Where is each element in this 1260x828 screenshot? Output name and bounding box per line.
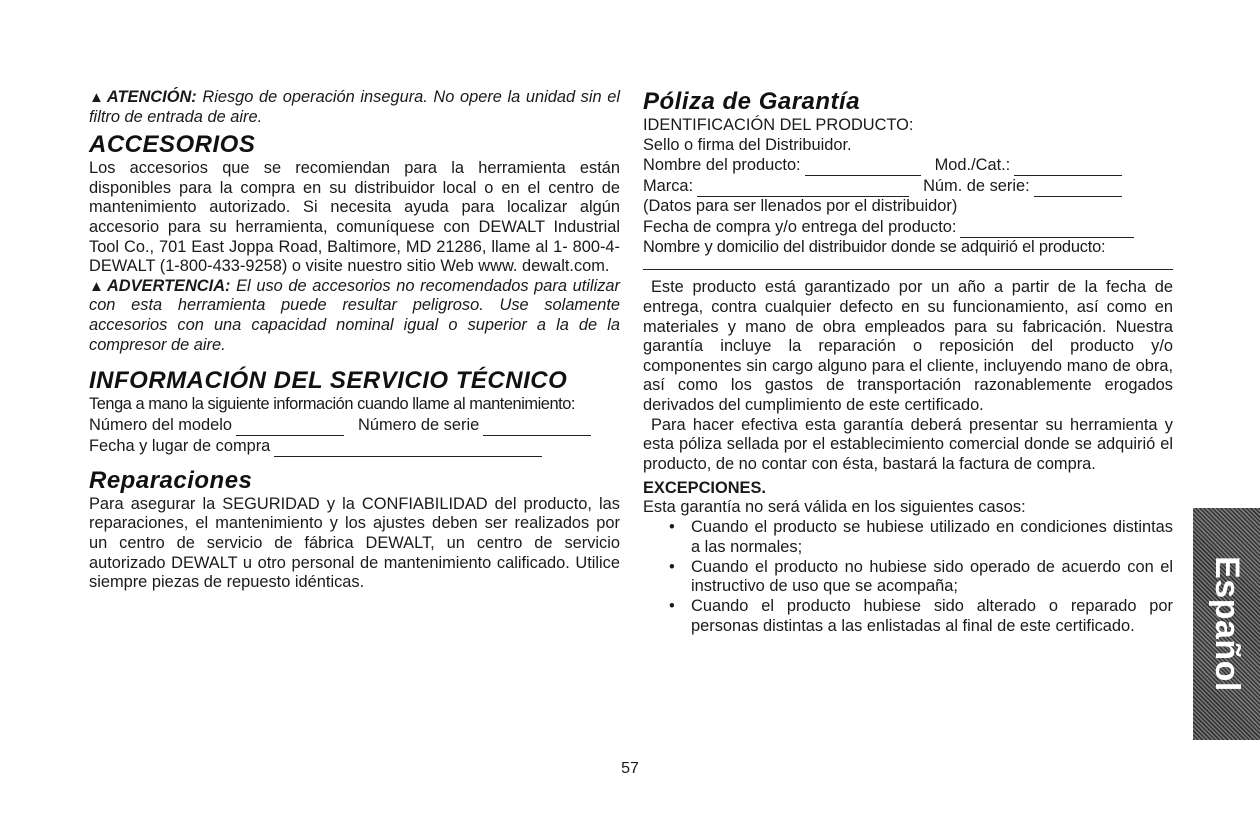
domicilio-text: Nombre y domicilio del distribuidor donde se adquirió el producto: <box>643 237 1106 256</box>
marca-serie-row <box>643 176 1173 197</box>
mod-cat-blank[interactable] <box>1014 160 1122 176</box>
marca-label: Marca: <box>643 177 694 196</box>
info-servicio-heading: INFORMACIÓN DEL SERVICIO TÉCNICO <box>89 367 568 395</box>
marca-blank[interactable] <box>697 181 909 197</box>
sello-text: Sello o firma del Distribuidor. <box>643 135 852 154</box>
reparaciones-text: Para asegurar la SEGURIDAD y la CONFIABILIDAD del producto, las reparaciones, el mantenimiento y los ajustes deben ser realizados por un centro de servicio de fábrica DEWALT, un centro de servicio autorizado DEWALT u otro personal de mantenimiento calificado. Utilice siempre piezas de repuesto idénticas. <box>89 494 620 592</box>
nombre-producto-label: Nombre del producto: <box>643 156 801 175</box>
poliza-heading: Póliza de Garantía <box>643 88 861 115</box>
list-item: • Cuando el producto hubiese sido alterado o reparado por personas distintas a las enlistadas al final de este certificado. <box>691 597 1173 637</box>
info-servicio-text: Tenga a mano la siguiente información cuando llame al mantenimiento: <box>89 395 576 414</box>
domicilio-blank-line[interactable] <box>643 269 1173 270</box>
modelo-serie-row <box>89 415 620 436</box>
serie-label: Número de serie <box>358 415 480 434</box>
num-serie-blank[interactable] <box>1034 181 1122 197</box>
fecha-compra-blank[interactable] <box>960 222 1134 238</box>
advertencia-label: ADVERTENCIA: <box>106 276 231 295</box>
reparaciones-heading: Reparaciones <box>89 466 253 494</box>
accesorios-text: Los accesorios que se recomiendan para la herramienta están disponibles para la compra en su distribuidor local o en el centro de mantenimiento autorizado. Si necesita ayuda para localizar algún accesorio para su herramienta, comuníquese con DEWALT Industrial Tool Co., 701 East Joppa Road, Baltimore, MD 21286, llame al 1- 800-4-DEWALT (1-800-433-9258) o visite nuestro sitio Web www. dewalt.com. <box>89 159 620 276</box>
accesorios-heading: ACCESORIOS <box>89 131 256 159</box>
warning-triangle-icon: ▲ <box>89 277 105 295</box>
list-item: • Cuando el producto se hubiese utilizado en condiciones distintas a las normales; <box>691 518 1173 558</box>
modelo-label: Número del modelo <box>89 415 233 434</box>
excepciones-intro: Esta garantía no será válida en los siguientes casos: <box>643 498 1026 517</box>
advertencia-warning <box>89 277 620 355</box>
left-column <box>89 88 620 593</box>
fecha-compra-label: Fecha de compra y/o entrega del producto: <box>643 217 957 236</box>
modelo-blank[interactable] <box>236 420 344 436</box>
serie-blank[interactable] <box>483 420 591 436</box>
fecha-label: Fecha y lugar de compra <box>89 436 271 455</box>
fecha-compra-row <box>643 217 1173 238</box>
garantia-paragraph-2: Para hacer efectiva esta garantía deberá presentar su herramienta y esta póliza sellada por el establecimiento comercial donde se adquirió el producto, de no contar con ésta, bastará la factura de compra. <box>643 415 1173 473</box>
language-tab <box>1193 508 1260 740</box>
warning-triangle-icon: ▲ <box>89 89 105 106</box>
page-number: 57 <box>621 760 639 777</box>
atencion-text: Riesgo de operación insegura. No opere la unidad sin el filtro de entrada de aire. <box>89 88 620 126</box>
atencion-label: ATENCIÓN: <box>106 88 197 106</box>
right-column <box>643 88 1173 637</box>
excepciones-list <box>643 518 1173 637</box>
mod-cat-label: Mod./Cat.: <box>934 156 1011 175</box>
advertencia-text: El uso de accesorios no recomendados para utilizar con esta herramienta puede resultar peligroso. Use solamente accesorios con una capacidad nominal igual o superior a la de la compresor de aire. <box>89 276 620 354</box>
fecha-blank[interactable] <box>274 441 542 457</box>
excepciones-heading: EXCEPCIONES. <box>643 479 766 498</box>
garantia-paragraph-1: Este producto está garantizado por un año a partir de la fecha de entrega, contra cualquier defecto en su funcionamiento, así como en materiales y mano de obra empleados para su fabricación. Nuestra garantía incluye la reparación o reposición del producto y/o componentes sin cargo alguno para el cliente, incluyendo mano de obra, así como los gastos de transportación razonablemente erogados derivados del cumplimiento de este certificado. <box>643 278 1173 414</box>
nombre-mod-row <box>643 155 1173 176</box>
language-tab-label: Español <box>1208 556 1246 692</box>
list-item: • Cuando el producto no hubiese sido operado de acuerdo con el instructivo de uso que se acompaña; <box>691 558 1173 598</box>
num-serie-label: Núm. de serie: <box>923 177 1030 196</box>
nombre-producto-blank[interactable] <box>805 160 921 176</box>
fecha-row <box>89 436 620 457</box>
atencion-warning <box>89 88 620 127</box>
datos-text: (Datos para ser llenados por el distribuidor) <box>643 197 958 216</box>
identificacion-label: IDENTIFICACIÓN DEL PRODUCTO: <box>643 116 914 134</box>
